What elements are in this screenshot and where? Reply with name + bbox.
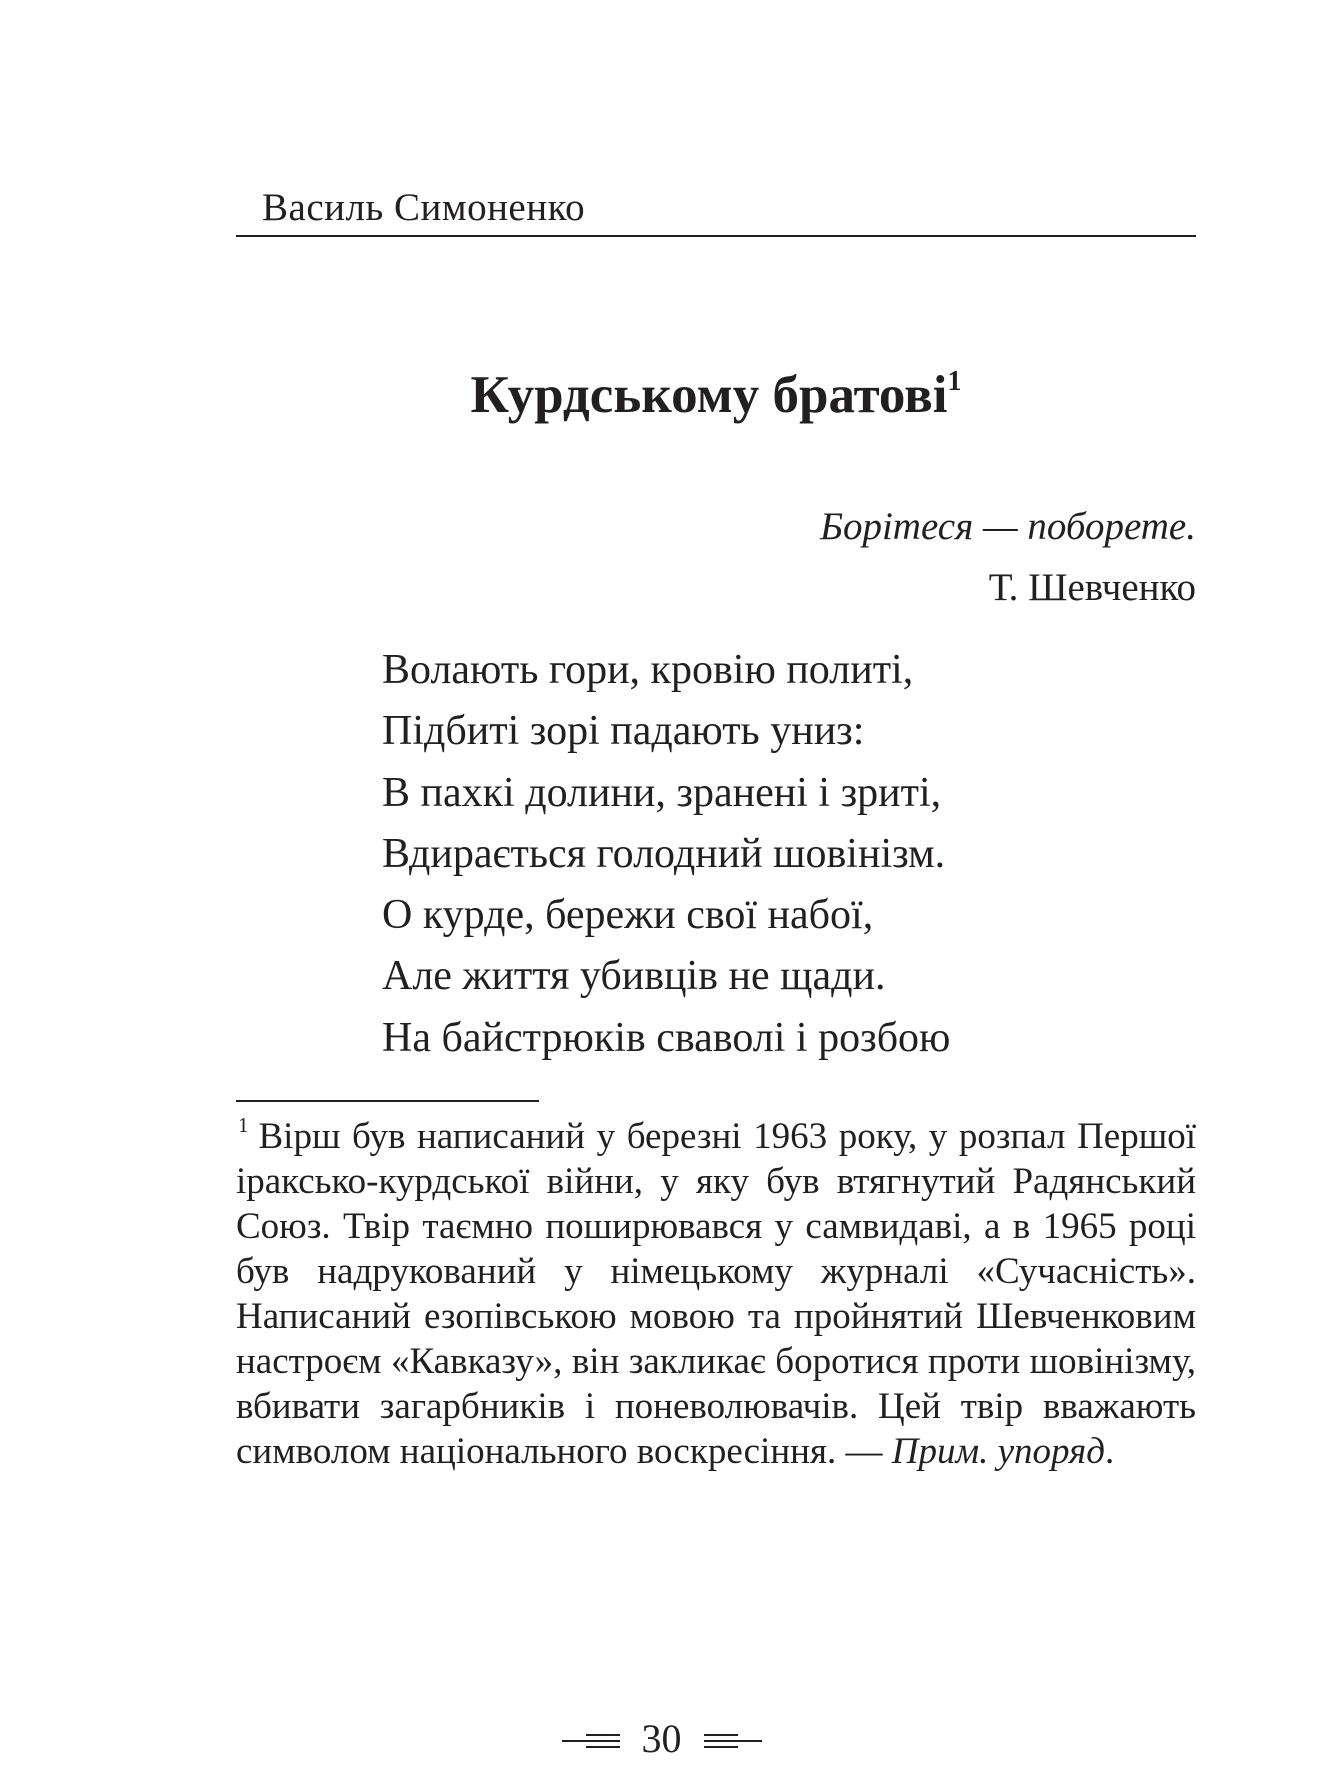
running-head: Василь Симоненко: [262, 186, 586, 229]
title-footnote-ref[interactable]: 1: [947, 366, 962, 397]
folio-ornament-right-icon: [704, 1733, 762, 1749]
footnote-rule: [236, 1100, 539, 1102]
footnote-editor-mark: Прим. упоряд: [891, 1431, 1105, 1472]
poem-body: [382, 640, 950, 1069]
folio-ornament-left-icon: [562, 1733, 620, 1749]
page-number: 30: [641, 1716, 682, 1761]
poem-title: [236, 364, 1196, 426]
epigraph-quote: Борітеся — поборете.: [819, 505, 1196, 548]
poem-line: На байстрюків сваволі і розбою: [382, 1014, 951, 1061]
footnote-text: Вірш був написаний у березні 1963 року, у розпал Першої іраксько-курдської війни, у яку був втягнутий Радянський Союз. Твір таємно поширювався у самвидаві, а в 1965 році був надрукований у німецькому журналі «Сучасність». Написаний езопівською мовою та пройнятий Шевченковим настроєм «Кавказу», він закликає боротися проти шовінізму, вбивати загарбників і поневолювачів. Цей твір вважають символом національного воскресіння. —: [236, 1116, 1196, 1472]
poem-line: В пахкі долини, зранені і зриті,: [382, 769, 942, 816]
poem-title-text: Курдському братові: [470, 366, 948, 424]
poem-line: Волають гори, кровію политі,: [382, 647, 914, 693]
footnote-marker: 1: [238, 1113, 249, 1137]
poem-line: Підбиті зорі падають униз:: [382, 708, 865, 755]
epigraph-attribution: Т. Шевченко: [988, 566, 1196, 609]
epigraph: [820, 496, 1196, 618]
poem-line: Але життя убивців не щади.: [382, 953, 886, 1000]
page-number-block: [0, 1716, 1323, 1762]
poem-line: О курде, бережи свої набої,: [382, 892, 874, 939]
footnote: [236, 1114, 1196, 1474]
header-rule: [236, 235, 1196, 237]
footnote-end: .: [1104, 1431, 1115, 1472]
poem-line: Вдирається голодний шовінізм.: [382, 830, 946, 877]
